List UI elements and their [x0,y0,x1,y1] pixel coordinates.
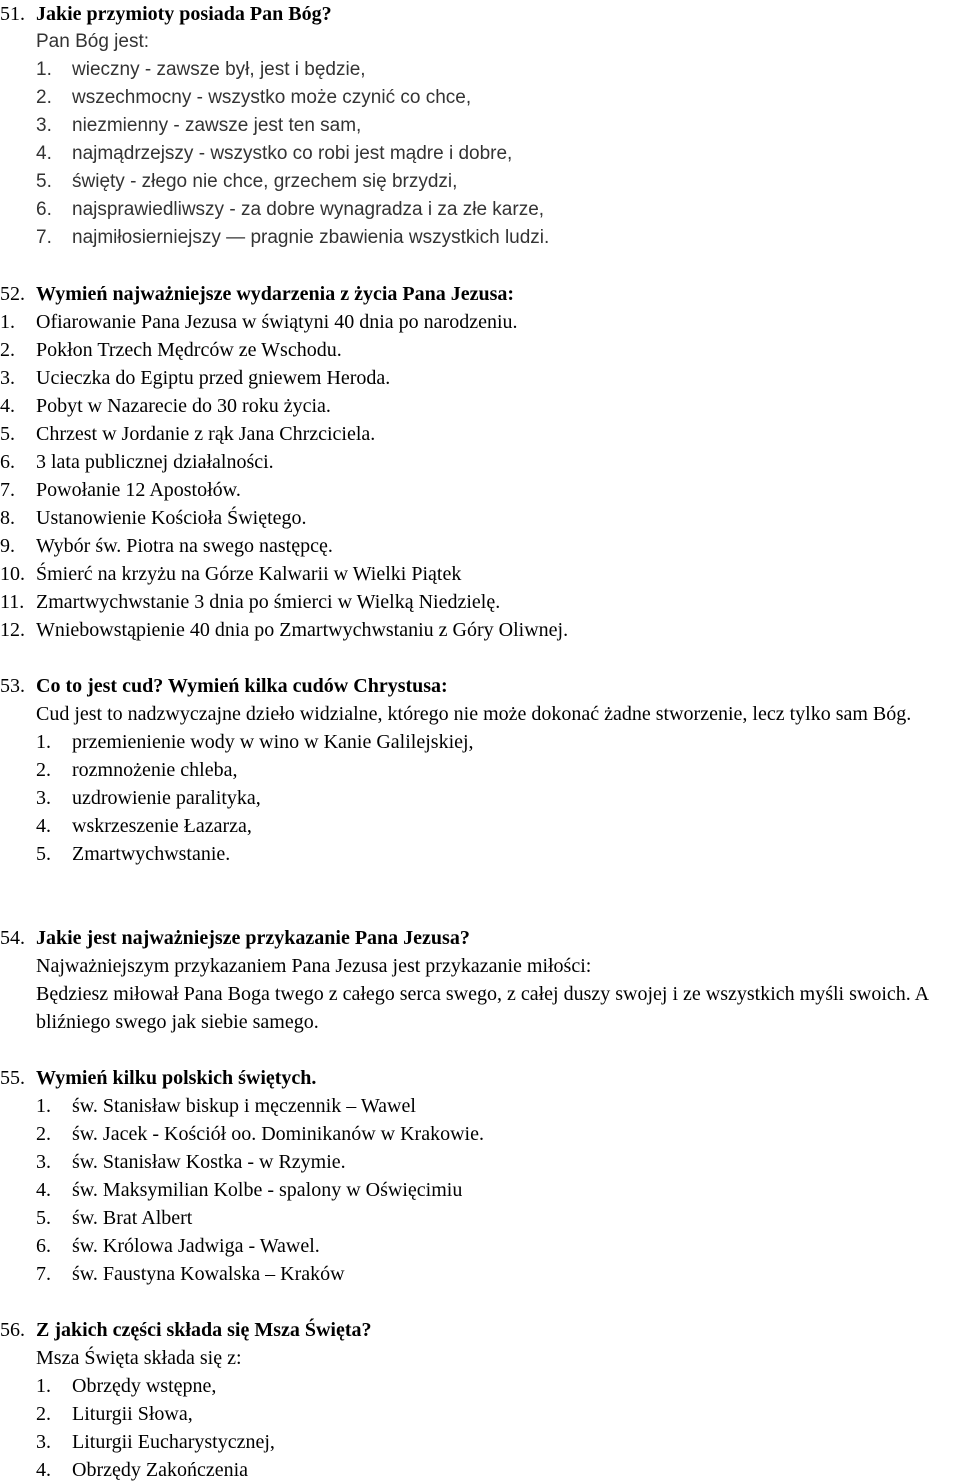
list-item: 4. św. Maksymilian Kolbe - spalony w Oświęcimiu [36,1179,463,1201]
list-item: 9. Wybór św. Piotra na swego następcę. [0,535,333,557]
question-title: Jakie jest najważniejsze przykazanie Pana Jezusa? [36,927,470,949]
list-item: 2. Pokłon Trzech Mędrców ze Wschodu. [0,339,342,361]
question-51 [0,0,960,252]
answer-intro: Msza Święta składa się z: [36,1347,242,1369]
question-number: 54. [0,927,25,949]
answer-text: Cud jest to nadzwyczajne dzieło widzialne, którego nie może dokonać żadne stworzenie, lecz tylko sam Bóg. [36,703,912,725]
question-heading [0,1316,960,1344]
list-item: 3. Ucieczka do Egiptu przed gniewem Heroda. [0,367,391,389]
question-heading [0,280,960,308]
list-item: 10. Śmierć na krzyżu na Górze Kalwarii w Wielki Piątek [0,563,462,585]
list-item: 1. przemienienie wody w wino w Kanie Galilejskiej, [36,731,474,753]
question-title: Jakie przymioty posiada Pan Bóg? [36,3,332,25]
list-item: 1. Obrzędy wstępne, [36,1375,217,1397]
question-title: Wymień najważniejsze wydarzenia z życia Pana Jezusa: [36,283,515,305]
question-number: 53. [0,675,25,697]
question-number: 56. [0,1319,25,1341]
list-item: 1. wieczny - zawsze był, jest i będzie, [36,59,366,80]
list-item: 1. Ofiarowanie Pana Jezusa w świątyni 40 dnia po narodzeniu. [0,311,518,333]
list-item: 8. Ustanowienie Kościoła Świętego. [0,507,307,529]
list-item: 6. 3 lata publicznej działalności. [0,451,274,473]
list-item: 6. św. Królowa Jadwiga - Wawel. [36,1235,320,1257]
list-item: 7. najmiłosierniejszy — pragnie zbawienia wszystkich ludzi. [36,227,550,248]
question-53 [0,672,960,868]
question-title: Wymień kilku polskich świętych. [36,1067,317,1089]
list-item: 3. św. Stanisław Kostka - w Rzymie. [36,1151,346,1173]
list-item: 4. Obrzędy Zakończenia [36,1459,249,1481]
question-heading [0,672,960,700]
list-item: 7. św. Faustyna Kowalska – Kraków [36,1263,345,1285]
list-item: 2. rozmnożenie chleba, [36,759,238,781]
list-item: 4. wskrzeszenie Łazarza, [36,815,252,837]
list-item: 11. Zmartwychwstanie 3 dnia po śmierci w Wielką Niedzielę. [0,591,501,613]
list-item: 5. Chrzest w Jordanie z rąk Jana Chrzciciela. [0,423,376,445]
question-number: 51. [0,3,25,25]
question-54 [0,924,960,1036]
question-number: 52. [0,283,25,305]
list-item: 4. Pobyt w Nazarecie do 30 roku życia. [0,395,331,417]
question-55 [0,1064,960,1288]
list-item: 7. Powołanie 12 Apostołów. [0,479,241,501]
list-item: 2. wszechmocny - wszystko może czynić co chce, [36,87,472,108]
list-item: 2. Liturgii Słowa, [36,1403,193,1425]
list-item: 6. najsprawiedliwszy - za dobre wynagradza i za złe karze, [36,199,545,220]
list-item: 5. Zmartwychwstanie. [36,843,231,865]
question-heading [0,0,960,28]
question-heading [0,924,960,952]
answer-text: Najważniejszym przykazaniem Pana Jezusa jest przykazanie miłości: [36,955,592,977]
list-item: 4. najmądrzejszy - wszystko co robi jest mądre i dobre, [36,143,513,164]
list-item: 1. św. Stanisław biskup i męczennik – Wawel [36,1095,416,1117]
list-item: 3. Liturgii Eucharystycznej, [36,1431,275,1453]
list-item: 3. niezmienny - zawsze jest ten sam, [36,115,362,136]
question-number: 55. [0,1067,25,1089]
list-item: 2. św. Jacek - Kościół oo. Dominikanów w Krakowie. [36,1123,484,1145]
answer-text: Będziesz miłował Pana Boga twego z całego serca swego, z całej duszy swojej i ze wszystkich myśli swoich. A bliźniego swego jak siebie samego. [36,983,928,1033]
question-title: Z jakich części składa się Msza Święta? [36,1319,372,1341]
list-item: 3. uzdrowienie paralityka, [36,787,261,809]
list-item: 5. święty - złego nie chce, grzechem się brzydzi, [36,171,458,192]
list-item: 12. Wniebowstąpienie 40 dnia po Zmartwychwstaniu z Góry Oliwnej. [0,619,569,641]
question-52 [0,280,960,644]
answer-intro: Pan Bóg jest: [36,31,150,52]
list-item: 5. św. Brat Albert [36,1207,193,1229]
question-title: Co to jest cud? Wymień kilka cudów Chrystusa: [36,675,448,697]
question-56 [0,1316,960,1484]
question-heading [0,1064,960,1092]
